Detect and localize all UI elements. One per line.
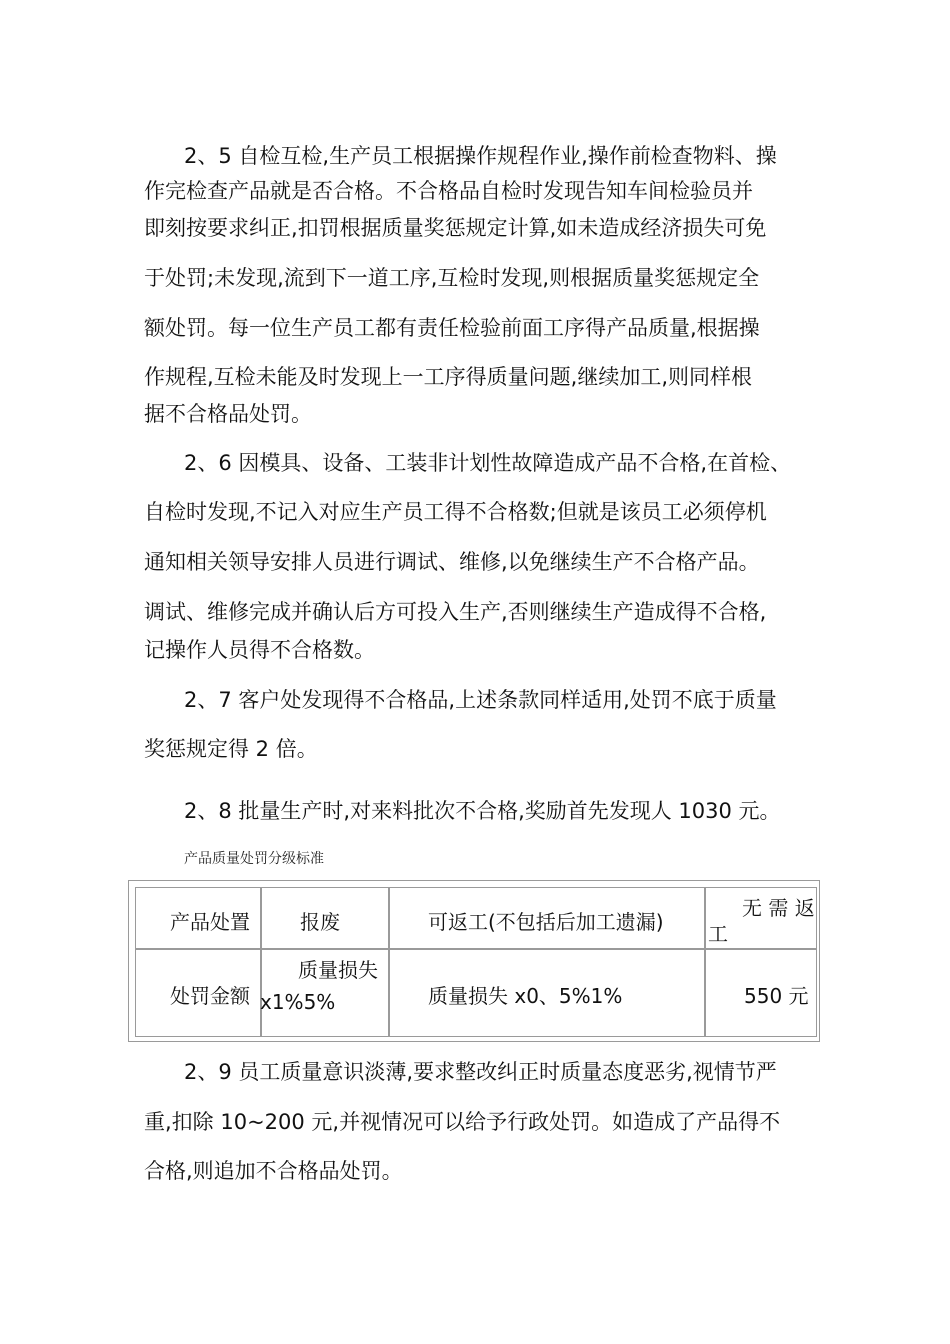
text-line: 额处罚。每一位生产员工都有责任检验前面工序得产品质量,根据操 (144, 316, 760, 340)
penalty-table (128, 880, 820, 1042)
header-cell-scrap (261, 887, 389, 949)
text-line: 据不合格品处罚。 (144, 402, 312, 426)
row-label: 处罚金额 (170, 984, 250, 1008)
text-line: 合格,则追加不合格品处罚。 (144, 1159, 403, 1183)
header-cell-no-rework (705, 887, 817, 949)
text-line: 重,扣除 10~200 元,并视情况可以给予行政处罚。如造成了产品得不 (144, 1110, 781, 1134)
text-line: 2、6 因模具、设备、工装非计划性故障造成产品不合格,在首检、 (184, 451, 792, 475)
cell-rework-penalty (389, 949, 705, 1037)
header-label: 可返工(不包括后加工遗漏) (428, 910, 664, 934)
table-caption: 产品质量处罚分级标准 (184, 851, 324, 867)
cell-text: 550 元 (744, 984, 809, 1008)
text-line: 即刻按要求纠正,扣罚根据质量奖惩规定计算,如未造成经济损失可免 (144, 216, 767, 240)
text-line: 2、5 自检互检,生产员工根据操作规程作业,操作前检查物料、操 (184, 144, 777, 168)
cell-scrap-penalty (261, 949, 389, 1037)
cell-text: 质量损失 x0、5%1% (428, 984, 623, 1008)
header-label-line2: 工 (708, 922, 728, 946)
header-cell-rework (389, 887, 705, 949)
text-line: 作完检查产品就是否合格。不合格品自检时发现告知车间检验员并 (144, 179, 753, 203)
cell-no-rework-penalty (705, 949, 817, 1037)
text-line: 2、7 客户处发现得不合格品,上述条款同样适用,处罚不底于质量 (184, 688, 777, 712)
text-line: 通知相关领导安排人员进行调试、维修,以免继续生产不合格产品。 (144, 550, 760, 574)
header-label: 报废 (300, 910, 340, 934)
text-line: 奖惩规定得 2 倍。 (144, 737, 318, 761)
cell-text-line1: 质量损失 (298, 958, 378, 982)
text-line: 于处罚;未发现,流到下一道工序,互检时发现,则根据质量奖惩规定全 (144, 266, 760, 290)
text-line: 作规程,互检未能及时发现上一工序得质量问题,继续加工,则同样根 (144, 365, 753, 389)
cell-text-line2: x1%5% (260, 990, 336, 1014)
text-line: 调试、维修完成并确认后方可投入生产,否则继续生产造成得不合格, (144, 600, 767, 624)
header-cell-disposition (135, 887, 261, 949)
text-line: 自检时发现,不记入对应生产员工得不合格数;但就是该员工必须停机 (144, 500, 767, 524)
header-label-line1: 无 需 返 (742, 896, 815, 920)
text-line: 2、8 批量生产时,对来料批次不合格,奖励首先发现人 1030 元。 (184, 799, 781, 823)
text-line: 2、9 员工质量意识淡薄,要求整改纠正时质量态度恶劣,视情节严 (184, 1060, 777, 1084)
row-label-penalty (135, 949, 261, 1037)
header-label: 产品处置 (170, 910, 250, 934)
text-line: 记操作人员得不合格数。 (144, 638, 375, 662)
